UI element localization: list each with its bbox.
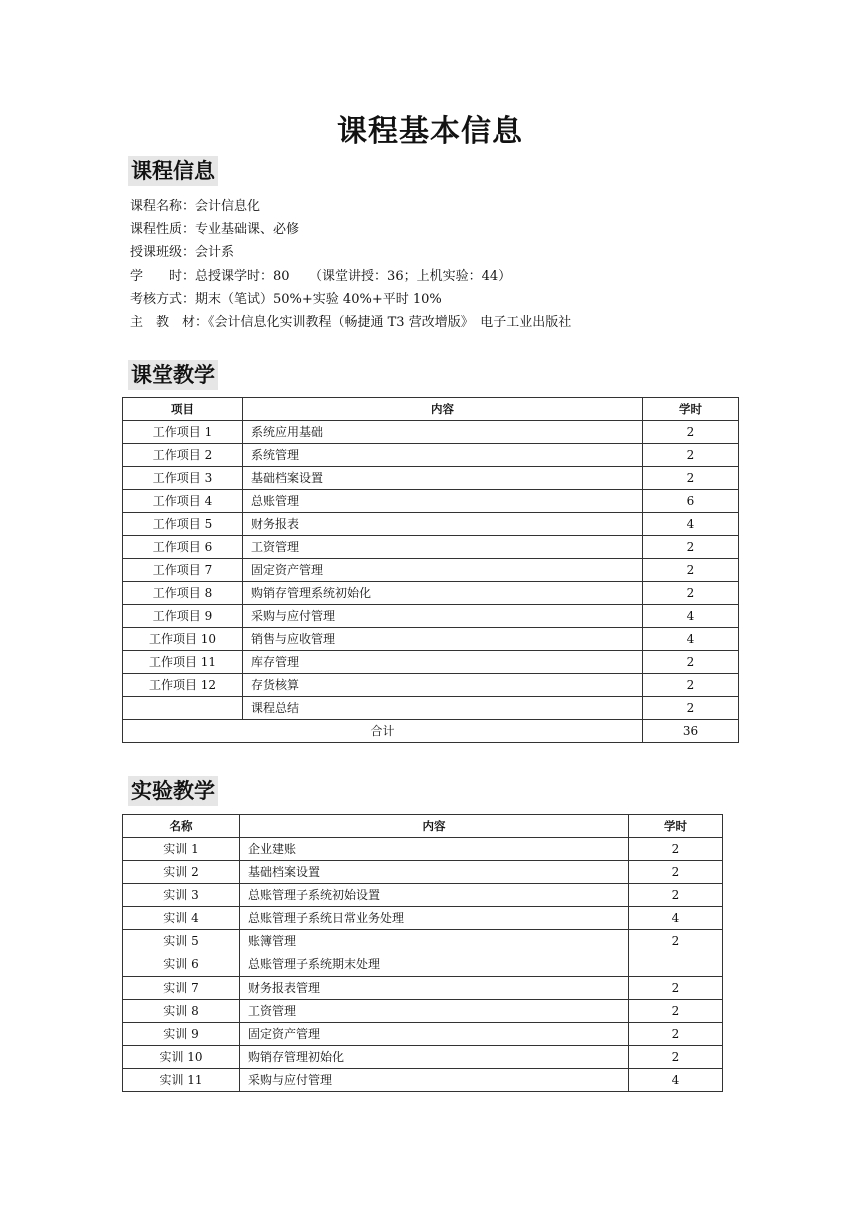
cell-content: 总账管理子系统期末处理: [248, 957, 381, 971]
cell-content: 财务报表管理: [240, 977, 629, 1000]
table-row: [123, 674, 739, 697]
table-row: [123, 1000, 723, 1023]
table-row: [123, 1023, 723, 1046]
table-row: [123, 1046, 723, 1069]
cell-hours: 2: [629, 1046, 723, 1069]
table-row: [123, 977, 723, 1000]
table-row: [123, 444, 739, 467]
cell-content: 账簿管理: [248, 934, 297, 948]
table-row: [123, 605, 739, 628]
cell-content: 购销存管理初始化: [240, 1046, 629, 1069]
cell-content: 系统管理: [243, 444, 643, 467]
table-row: [123, 582, 739, 605]
column-header-hours: 学时: [643, 398, 739, 421]
table-row: [123, 467, 739, 490]
cell-content: 存货核算: [243, 674, 643, 697]
cell-name: 实训 9: [123, 1023, 240, 1046]
cell-content: 课程总结: [243, 697, 643, 720]
cell-hours: 2: [643, 421, 739, 444]
table-header-row: [123, 398, 739, 421]
cell-name: 实训 7: [123, 977, 240, 1000]
cell-item: 工作项目 3: [123, 467, 243, 490]
cell-hours: 4: [629, 1069, 723, 1092]
cell-hours: 4: [629, 907, 723, 930]
cell-hours: 4: [643, 605, 739, 628]
cell-name-group: [123, 930, 240, 977]
cell-content: 库存管理: [243, 651, 643, 674]
cell-name: 实训 5: [163, 934, 199, 948]
cell-item: 工作项目 7: [123, 559, 243, 582]
lab-table: [122, 814, 723, 1092]
column-header-name: 名称: [123, 815, 240, 838]
table-row: [123, 651, 739, 674]
table-row: [123, 907, 723, 930]
cell-hours: 2: [643, 467, 739, 490]
table-row: [123, 884, 723, 907]
cell-name: 实训 2: [123, 861, 240, 884]
column-header-content: 内容: [240, 815, 629, 838]
cell-content: 基础档案设置: [243, 467, 643, 490]
cell-item: 工作项目 8: [123, 582, 243, 605]
section-heading-classroom: 课堂教学: [128, 360, 218, 390]
cell-item: 工作项目 6: [123, 536, 243, 559]
cell-hours: 2: [643, 674, 739, 697]
section-heading-lab: 实验教学: [128, 776, 218, 806]
info-class: 授课班级：会计系: [130, 245, 235, 261]
section-heading-course-info: 课程信息: [128, 156, 218, 186]
classroom-table: [122, 397, 739, 743]
cell-content: 固定资产管理: [243, 559, 643, 582]
cell-content: 总账管理子系统初始设置: [240, 884, 629, 907]
info-course-nature: 课程性质：专业基础课、必修: [130, 222, 300, 238]
cell-item: 工作项目 10: [123, 628, 243, 651]
info-assessment: 考核方式：期末（笔试）50%+实验 40%+平时 10%: [130, 291, 442, 307]
cell-hours: 2: [643, 444, 739, 467]
table-row: [123, 838, 723, 861]
cell-hours: 2: [643, 582, 739, 605]
cell-content: 采购与应付管理: [243, 605, 643, 628]
cell-hours: 2: [643, 651, 739, 674]
table-row: [123, 536, 739, 559]
column-header-item: 项目: [123, 398, 243, 421]
cell-content: 财务报表: [243, 513, 643, 536]
info-course-name: 课程名称：会计信息化: [130, 199, 261, 214]
total-label: 合计: [123, 720, 643, 743]
cell-item: 工作项目 1: [123, 421, 243, 444]
cell-item: [123, 697, 243, 720]
table-total-row: [123, 720, 739, 743]
table-row: [123, 1069, 723, 1092]
table-header-row: [123, 815, 723, 838]
cell-content: 固定资产管理: [240, 1023, 629, 1046]
cell-name: 实训 8: [123, 1000, 240, 1023]
cell-name: 实训 3: [123, 884, 240, 907]
table-row: [123, 490, 739, 513]
column-header-content: 内容: [243, 398, 643, 421]
cell-content: 购销存管理系统初始化: [243, 582, 643, 605]
table-row: [123, 930, 723, 977]
cell-content: 企业建账: [240, 838, 629, 861]
cell-content: 系统应用基础: [243, 421, 643, 444]
cell-hours: 4: [643, 628, 739, 651]
cell-content: 基础档案设置: [240, 861, 629, 884]
info-hours: 学 时：总授课学时：80 （课堂讲授：36；上机实验：44）: [130, 268, 512, 284]
cell-name: 实训 4: [123, 907, 240, 930]
cell-content: 工资管理: [240, 1000, 629, 1023]
cell-item: 工作项目 9: [123, 605, 243, 628]
cell-hours: 2: [629, 838, 723, 861]
cell-content: 销售与应收管理: [243, 628, 643, 651]
cell-item: 工作项目 11: [123, 651, 243, 674]
cell-hours: 2: [629, 1023, 723, 1046]
column-header-hours: 学时: [629, 815, 723, 838]
cell-hours: 2: [643, 697, 739, 720]
table-row: [123, 513, 739, 536]
cell-hours: 2: [629, 884, 723, 907]
course-info-block: [130, 195, 571, 334]
cell-hours: 2: [643, 536, 739, 559]
cell-hours: 2: [629, 1000, 723, 1023]
table-row: [123, 697, 739, 720]
cell-hours: 4: [643, 513, 739, 536]
cell-hours: 2: [629, 930, 723, 977]
cell-item: 工作项目 2: [123, 444, 243, 467]
info-textbook: 主 教 材：《会计信息化实训教程（畅捷通 T3 营改增版》 电子工业出版社: [130, 314, 572, 330]
cell-hours: 2: [629, 861, 723, 884]
cell-name: 实训 10: [123, 1046, 240, 1069]
cell-name: 实训 6: [163, 957, 199, 971]
cell-name: 实训 1: [123, 838, 240, 861]
table-row: [123, 628, 739, 651]
cell-content-group: [240, 930, 629, 977]
cell-item: 工作项目 4: [123, 490, 243, 513]
cell-hours: 6: [643, 490, 739, 513]
cell-hours: 2: [643, 559, 739, 582]
total-hours: 36: [643, 720, 739, 743]
cell-content: 总账管理子系统日常业务处理: [240, 907, 629, 930]
cell-hours: 2: [629, 977, 723, 1000]
page-title: 课程基本信息: [337, 114, 523, 149]
cell-name: 实训 11: [123, 1069, 240, 1092]
table-row: [123, 421, 739, 444]
cell-content: 采购与应付管理: [240, 1069, 629, 1092]
cell-item: 工作项目 5: [123, 513, 243, 536]
cell-item: 工作项目 12: [123, 674, 243, 697]
table-row: [123, 861, 723, 884]
cell-content: 工资管理: [243, 536, 643, 559]
table-row: [123, 559, 739, 582]
cell-content: 总账管理: [243, 490, 643, 513]
